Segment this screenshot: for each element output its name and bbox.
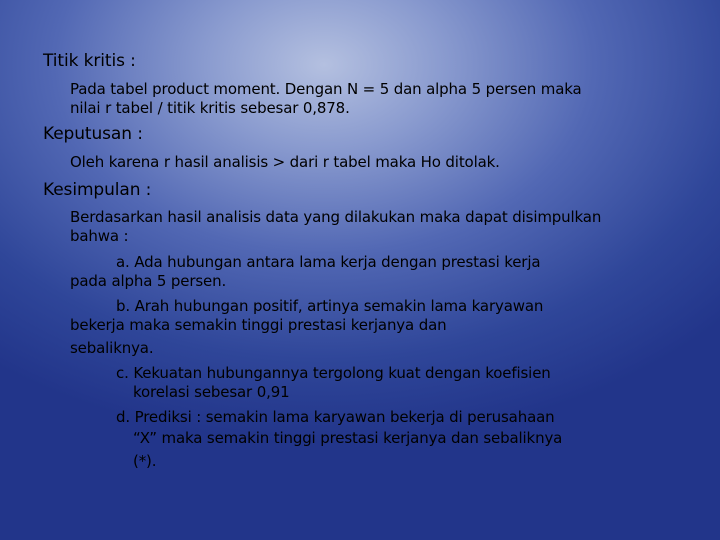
kesimpulan-point-d-cont-1: “X” maka semakin tinggi prestasi kerjanya dan sebaliknya <box>133 429 563 447</box>
kesimpulan-point-c: c. Kekuatan hubungannya tergolong kuat dengan koefisien <box>116 364 551 382</box>
kesimpulan-point-c-cont: korelasi sebesar 0,91 <box>133 383 290 401</box>
kesimpulan-point-a-cont: pada alpha 5 persen. <box>70 272 227 290</box>
kesimpulan-point-d-cont-2: (*). <box>133 452 157 470</box>
titik-line-2: nilai r tabel / titik kritis sebesar 0,878. <box>70 99 350 117</box>
kesimpulan-point-d: d. Prediksi : semakin lama karyawan bekerja di perusahaan <box>116 408 555 426</box>
kesimpulan-point-b-cont-2: sebaliknya. <box>70 339 154 357</box>
titik-line-1: Pada tabel product moment. Dengan N = 5 dan alpha 5 persen maka <box>70 80 582 98</box>
kesimpulan-point-b-cont-1: bekerja maka semakin tinggi prestasi kerjanya dan <box>70 316 447 334</box>
heading-kesimpulan: Kesimpulan : <box>43 180 152 200</box>
heading-titik-kritis: Titik kritis : <box>43 51 136 71</box>
keputusan-line-1: Oleh karena r hasil analisis > dari r tabel maka Ho ditolak. <box>70 153 500 171</box>
heading-keputusan: Keputusan : <box>43 124 143 144</box>
kesimpulan-line-2: bahwa : <box>70 227 129 245</box>
kesimpulan-line-1: Berdasarkan hasil analisis data yang dilakukan maka dapat disimpulkan <box>70 208 602 226</box>
kesimpulan-point-b: b. Arah hubungan positif, artinya semakin lama karyawan <box>116 297 544 315</box>
kesimpulan-point-a: a. Ada hubungan antara lama kerja dengan prestasi kerja <box>116 253 541 271</box>
